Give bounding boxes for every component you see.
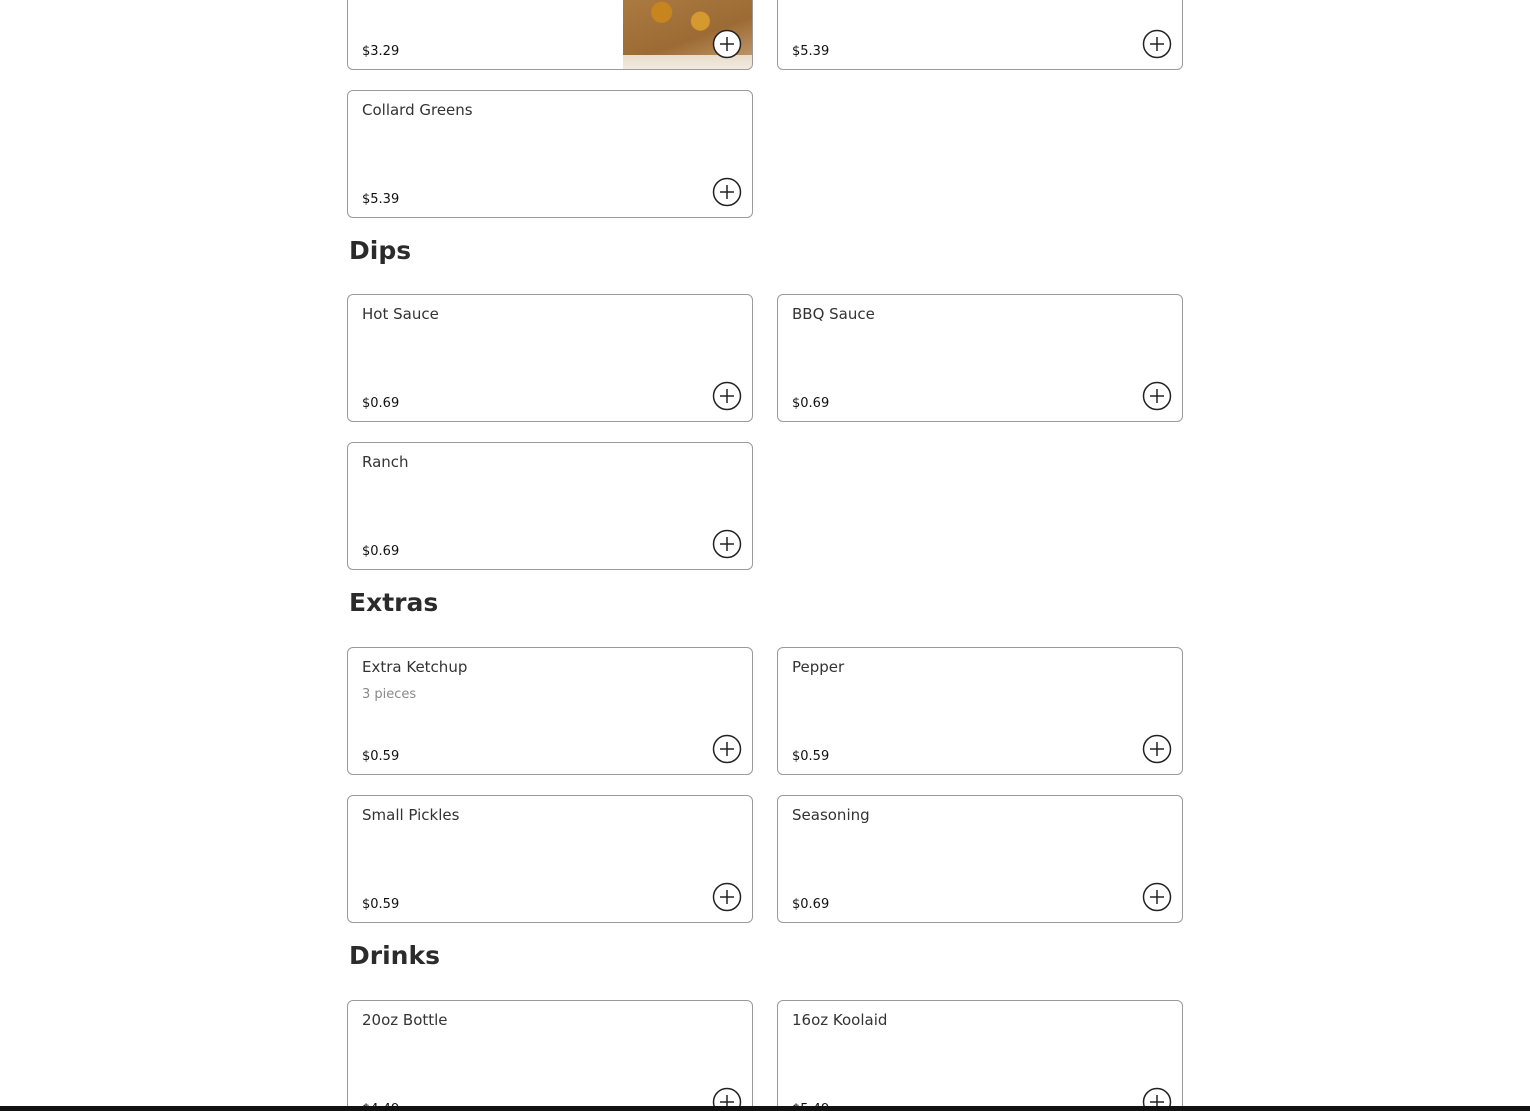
plus-circle-icon — [1142, 734, 1172, 764]
section-title-extras: Extras — [349, 588, 439, 617]
menu-item-card[interactable] — [347, 442, 753, 570]
plus-circle-icon — [1142, 29, 1172, 59]
item-name: BBQ Sauce — [792, 305, 875, 323]
add-item-button[interactable] — [1142, 29, 1172, 59]
menu-item-card[interactable] — [347, 90, 753, 218]
menu-item-card[interactable] — [777, 0, 1183, 70]
item-price: $5.39 — [362, 192, 400, 207]
item-description: 3 pieces — [362, 687, 417, 702]
menu-item-card[interactable] — [777, 647, 1183, 775]
item-name: Seasoning — [792, 806, 870, 824]
add-item-button[interactable] — [712, 381, 742, 411]
item-name: 20oz Bottle — [362, 1011, 448, 1029]
item-name: Pepper — [792, 658, 845, 676]
item-price: $0.69 — [792, 897, 830, 912]
item-price: $0.69 — [362, 544, 400, 559]
menu-item-card[interactable] — [347, 294, 753, 422]
section-title-dips: Dips — [349, 236, 412, 265]
item-name: Collard Greens — [362, 101, 473, 119]
plus-circle-icon — [712, 882, 742, 912]
add-item-button[interactable] — [1142, 381, 1172, 411]
item-price: $0.59 — [362, 897, 400, 912]
item-price: $0.59 — [792, 749, 830, 764]
menu-item-card[interactable] — [347, 795, 753, 923]
menu-item-card[interactable] — [777, 1000, 1183, 1111]
item-price: $0.69 — [792, 396, 830, 411]
plus-circle-icon — [712, 529, 742, 559]
item-price: $0.59 — [362, 749, 400, 764]
item-name: 16oz Koolaid — [792, 1011, 888, 1029]
item-name: Small Pickles — [362, 806, 460, 824]
plus-circle-icon — [1142, 381, 1172, 411]
item-price: $0.69 — [362, 396, 400, 411]
section-title-drinks: Drinks — [349, 941, 440, 970]
add-item-button[interactable] — [712, 29, 742, 59]
item-price: $3.29 — [362, 44, 400, 59]
menu-item-card[interactable] — [777, 795, 1183, 923]
plus-circle-icon — [712, 29, 742, 59]
item-name: Hot Sauce — [362, 305, 439, 323]
add-item-button[interactable] — [712, 882, 742, 912]
plus-circle-icon — [1142, 882, 1172, 912]
item-price: $5.39 — [792, 44, 830, 59]
menu-item-card[interactable] — [347, 647, 753, 775]
add-item-button[interactable] — [712, 529, 742, 559]
menu-item-card[interactable] — [347, 0, 753, 70]
add-item-button[interactable] — [712, 177, 742, 207]
add-item-button[interactable] — [712, 734, 742, 764]
plus-circle-icon — [712, 381, 742, 411]
menu-item-card[interactable] — [777, 294, 1183, 422]
item-name: Extra Ketchup — [362, 658, 468, 676]
menu-item-card[interactable] — [347, 1000, 753, 1111]
plus-circle-icon — [712, 177, 742, 207]
add-item-button[interactable] — [1142, 734, 1172, 764]
item-name: Ranch — [362, 453, 409, 471]
add-item-button[interactable] — [1142, 882, 1172, 912]
bottom-edge-bar — [0, 1106, 1530, 1111]
plus-circle-icon — [712, 734, 742, 764]
